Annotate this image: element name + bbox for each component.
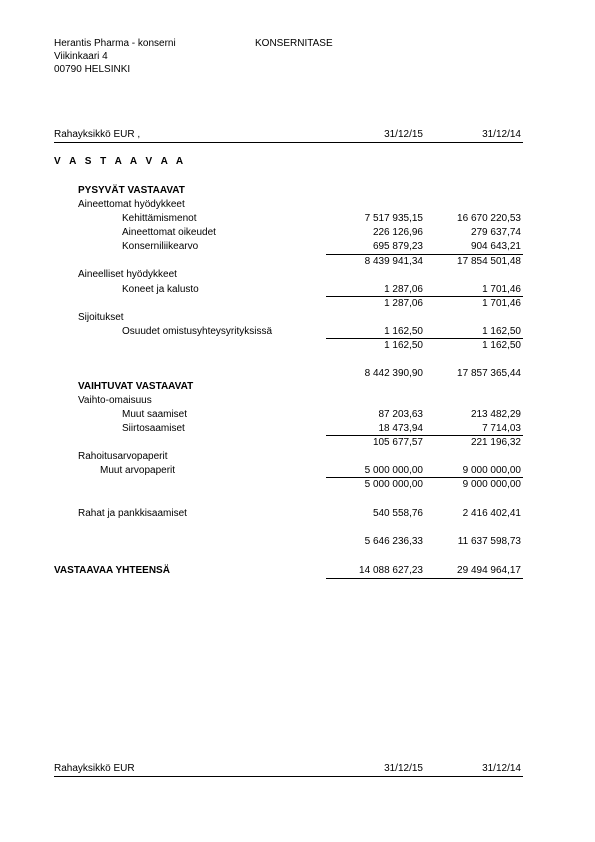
subtotal-2014: 1 701,46: [482, 298, 521, 309]
footer-column-2014: 31/12/14: [482, 763, 521, 774]
company-address: Viikinkaari 4: [54, 51, 108, 62]
subtotal-rule: [326, 296, 523, 297]
row-label: Osuudet omistusyhteysyrityksissä: [122, 326, 273, 337]
current-assets-total-2015: 5 646 236,33: [364, 536, 423, 547]
row-value-2014: 16 670 220,53: [457, 213, 521, 224]
grand-total-2014: 29 494 964,17: [457, 565, 521, 576]
intangible-assets-heading: Aineettomat hyödykkeet: [78, 199, 185, 210]
header-rule: [54, 142, 523, 143]
row-value-2014: 904 643,21: [470, 241, 521, 252]
subtotal-2015: 105 677,57: [372, 437, 423, 448]
subtotal-2015: 1 287,06: [384, 298, 423, 309]
row-value-2014: 9 000 000,00: [462, 465, 521, 476]
company-city: 00790 HELSINKI: [54, 64, 131, 75]
tangible-assets-heading: Aineelliset hyödykkeet: [78, 269, 177, 280]
row-value-2015: 5 000 000,00: [364, 465, 423, 476]
row-label: Muut arvopaperit: [100, 465, 176, 476]
subtotal-2014: 221 196,32: [470, 437, 521, 448]
row-label: Muut saamiset: [122, 409, 188, 420]
row-value-2015: 1 287,06: [384, 284, 423, 295]
subtotal-2014: 9 000 000,00: [462, 479, 521, 490]
fixed-assets-heading: PYSYVÄT VASTAAVAT: [78, 185, 185, 196]
subtotal-2015: 8 439 941,34: [364, 256, 423, 267]
securities-heading: Rahoitusarvopaperit: [78, 451, 168, 462]
subtotal-2014: 1 162,50: [482, 340, 521, 351]
subtotal-rule: [326, 477, 523, 478]
row-value-2015: 695 879,23: [372, 241, 423, 252]
row-label: Siirtosaamiset: [122, 423, 185, 434]
grand-total-rule: [326, 578, 523, 579]
row-label: Koneet ja kalusto: [122, 284, 199, 295]
row-value-2015: 1 162,50: [384, 326, 423, 337]
footer-column-2015: 31/12/15: [384, 763, 423, 774]
row-value-2014: 279 637,74: [470, 227, 521, 238]
cash-value-2015: 540 558,76: [372, 508, 423, 519]
cash-value-2014: 2 416 402,41: [462, 508, 521, 519]
row-value-2014: 7 714,03: [482, 423, 521, 434]
fixed-assets-total-2014: 17 857 365,44: [457, 368, 521, 379]
subtotal-rule: [326, 338, 523, 339]
subtotal-2015: 1 162,50: [384, 340, 423, 351]
row-value-2015: 18 473,94: [378, 423, 423, 434]
company-name: Herantis Pharma - konserni: [54, 38, 176, 49]
inventory-heading: Vaihto-omaisuus: [78, 395, 152, 406]
fixed-assets-total-2015: 8 442 390,90: [364, 368, 423, 379]
footer-rule: [54, 776, 523, 777]
column-header-2015: 31/12/15: [384, 129, 423, 140]
current-assets-total-2014: 11 637 598,73: [457, 536, 521, 547]
row-value-2014: 1 162,50: [482, 326, 521, 337]
row-value-2015: 226 126,96: [372, 227, 423, 238]
investments-heading: Sijoitukset: [78, 312, 124, 323]
column-header-2014: 31/12/14: [482, 129, 521, 140]
document-title: KONSERNITASE: [255, 38, 333, 49]
row-label: Konserniliikearvo: [122, 241, 199, 252]
section-title-assets: V A S T A A V A A: [54, 156, 187, 167]
subtotal-rule: [326, 435, 523, 436]
currency-unit-label: Rahayksikkö EUR ,: [54, 129, 141, 140]
row-value-2014: 213 482,29: [470, 409, 521, 420]
footer-currency-unit: Rahayksikkö EUR: [54, 763, 135, 774]
grand-total-2015: 14 088 627,23: [359, 565, 423, 576]
grand-total-label: VASTAAVAA YHTEENSÄ: [54, 565, 170, 576]
row-value-2015: 87 203,63: [378, 409, 423, 420]
cash-label: Rahat ja pankkisaamiset: [78, 508, 187, 519]
current-assets-heading: VAIHTUVAT VASTAAVAT: [78, 381, 194, 392]
subtotal-2015: 5 000 000,00: [364, 479, 423, 490]
row-value-2015: 7 517 935,15: [364, 213, 423, 224]
subtotal-rule: [326, 254, 523, 255]
subtotal-2014: 17 854 501,48: [457, 256, 521, 267]
row-value-2014: 1 701,46: [482, 284, 521, 295]
row-label: Aineettomat oikeudet: [122, 227, 216, 238]
row-label: Kehittämismenot: [122, 213, 197, 224]
